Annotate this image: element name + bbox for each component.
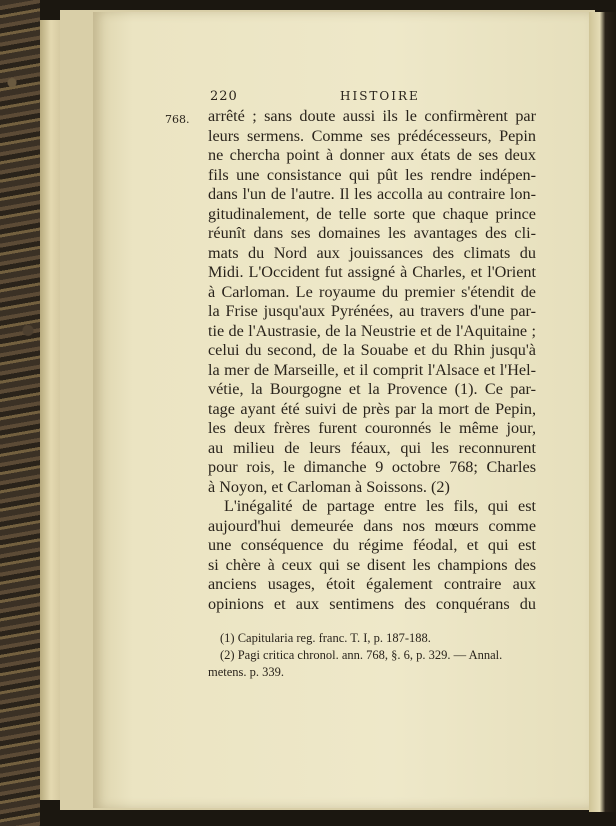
book-gutter: [589, 12, 616, 812]
text-line: gitudinalement, de telle sorte que chaque prince: [208, 204, 536, 223]
text-line: tie de l'Austrasie, de la Neustrie et de l'Aquitaine ;: [208, 321, 536, 340]
text-line: dans l'un de l'autre. Il les accolla au contraire lon-: [208, 185, 536, 203]
text-line: pour rois, le dimanche 9 octobre 768; Charles: [208, 458, 536, 476]
text-line: Midi. L'Occident fut assigné à Charles, et l'Orient: [208, 263, 536, 281]
text-line: réunît dans ses domaines les avantages des cli-: [208, 224, 536, 242]
footnote-1: (1) Capitularia reg. franc. T. I, p. 187-188.: [220, 631, 431, 645]
text-line: opinions et aux sentimens des conquérans du: [208, 594, 536, 613]
footnote-2-continuation: metens. p. 339.: [208, 665, 285, 679]
text-line: anciens usages, étoit également contraire aux: [208, 575, 536, 593]
text-line: leurs sermens. Comme ses prédécesseurs, Pepin: [208, 126, 536, 145]
text-line: une conséquence du régime féodal, et qui est: [208, 536, 536, 554]
text-line: mats du Nord aux jouissances des climats du: [208, 243, 536, 262]
text-line: si chère à ceux qui se disent les champions des: [208, 555, 536, 574]
marbled-cover-board: [0, 0, 40, 826]
text-line: tage ayant été suivi de près par la mort de Pepin,: [208, 399, 536, 418]
text-line: fils une consistance qui pût les rendre indépen-: [208, 165, 536, 184]
text-line: la mer de Marseille, et il comprit l'Alsace et l'Hel-: [208, 360, 536, 379]
running-header: [210, 89, 532, 107]
text-line: L'inégalité de partage entre les fils, qui est: [224, 497, 536, 515]
text-line: les deux frères furent couronnés le même jour,: [208, 419, 536, 437]
footnote-2: (2) Pagi critica chronol. ann. 768, §. 6, p. 329. — Annal.: [220, 648, 503, 662]
text-line: à Noyon, et Carloman à Soissons. (2): [208, 477, 450, 496]
paragraph-2: [208, 497, 536, 614]
text-line: aujourd'hui demeurée dans nos mœurs comme: [208, 516, 536, 535]
page-number: 220: [210, 89, 238, 104]
text-line: à Carloman. Le royaume du premier s'étendit de: [208, 282, 536, 301]
text-line: au milieu de leurs féaux, qui les reconnurent: [208, 438, 536, 457]
paragraph-1: [208, 107, 536, 497]
text-line: arrêté ; sans doute aussi ils le confirmèrent par: [208, 107, 536, 125]
text-line: la Frise jusqu'aux Pyrénées, au travers d'une par-: [208, 302, 536, 320]
text-line: ne chercha point à donner aux états de ses deux: [208, 146, 536, 164]
running-title: HISTOIRE: [340, 89, 420, 103]
text-line: celui du second, de la Souabe et du Rhin jusqu'à: [208, 341, 536, 359]
footnotes: [208, 630, 538, 681]
text-line: vétie, la Bourgogne et la Provence (1). Ce par-: [208, 380, 536, 398]
margin-year-note: 768.: [165, 113, 190, 126]
main-text: [208, 107, 536, 614]
